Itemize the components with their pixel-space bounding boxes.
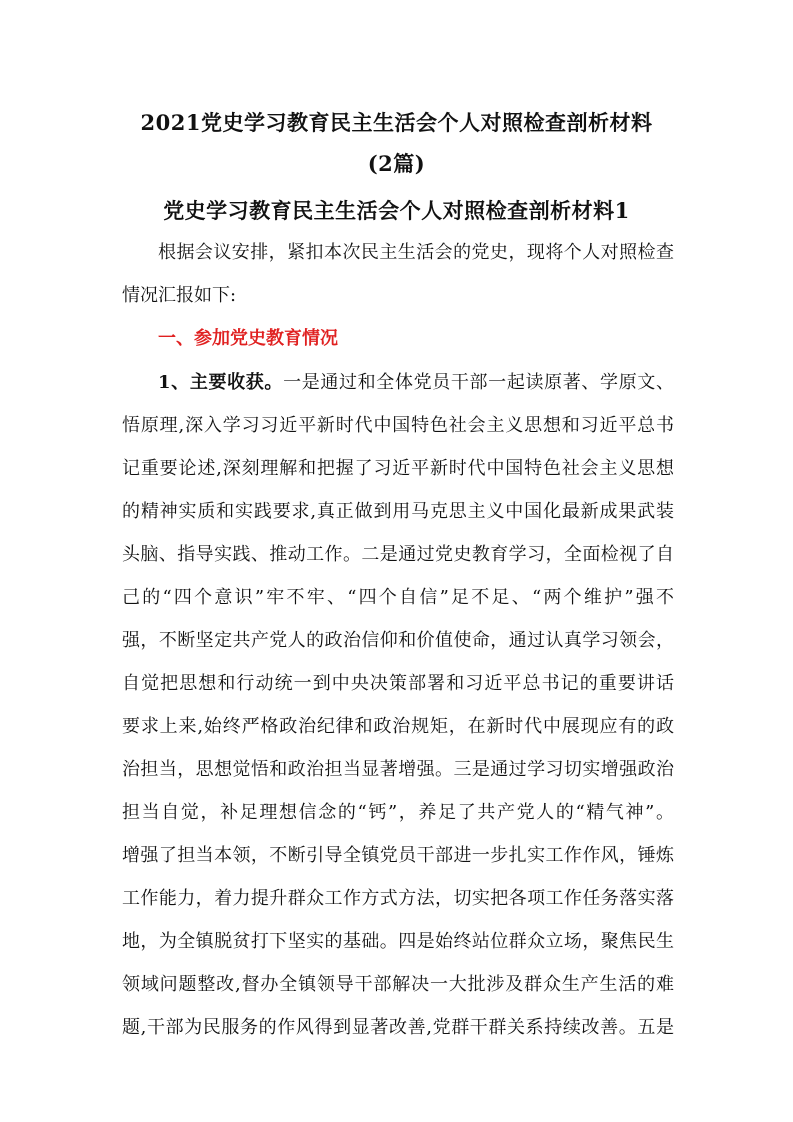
body-line: 领域问题整改,督办全镇领导干部解决一大批涉及群众生产生活的难 bbox=[122, 974, 674, 995]
body-line: 头脑、指导实践、推动工作。二是通过党史教育学习，全面检视了自 bbox=[122, 544, 674, 565]
intro-line: 情况汇报如下: bbox=[122, 285, 237, 306]
point-1-first-line bbox=[158, 371, 674, 395]
body-line: 的精神实质和实践要求,真正做到用马克思主义中国化最新成果武装 bbox=[122, 501, 674, 522]
body-line: 增强了担当本领，不断引导全镇党员干部进一步扎实工作作风，锤炼 bbox=[122, 845, 674, 866]
body-line: 题,干部为民服务的作风得到显著改善,党群干群关系持续改善。五是 bbox=[122, 1017, 674, 1038]
body-line: 地，为全镇脱贫打下坚实的基础。四是始终站位群众立场，聚焦民生 bbox=[122, 931, 674, 952]
section-heading: 一、参加党史教育情况 bbox=[158, 328, 338, 349]
body-line: 己的“四个意识”牢不牢、“四个自信”足不足、“两个维护”强不 bbox=[122, 587, 674, 608]
document-title: 2021党史学习教育民主生活会个人对照检查剖析材料 bbox=[140, 110, 653, 135]
document-title-count: (2篇) bbox=[367, 151, 426, 176]
intro-line: 根据会议安排，紧扣本次民主生活会的党史，现将个人对照检查 bbox=[158, 242, 674, 263]
body-line: 治担当，思想觉悟和政治担当显著增强。三是通过学习切实增强政治 bbox=[122, 759, 674, 780]
body-line: 担当自觉，补足理想信念的“钙”，养足了共产党人的“精气神”。 bbox=[122, 802, 674, 823]
article-subtitle: 党史学习教育民主生活会个人对照检查剖析材料1 bbox=[163, 198, 630, 223]
point-1-text: 一是通过和全体党员干部一起读原著、学原文、 bbox=[283, 372, 674, 393]
body-line: 强，不断坚定共产党人的政治信仰和价值使命，通过认真学习领会， bbox=[122, 630, 674, 651]
body-line: 要求上来,始终严格政治纪律和政治规矩，在新时代中展现应有的政 bbox=[122, 716, 674, 737]
body-line: 记重要论述,深刻理解和把握了习近平新时代中国特色社会主义思想 bbox=[122, 458, 674, 479]
body-line: 自觉把思想和行动统一到中央决策部署和习近平总书记的重要讲话 bbox=[122, 673, 674, 694]
point-1-lead: 1、主要收获。 bbox=[158, 372, 284, 393]
body-line: 工作能力，着力提升群众工作方式方法，切实把各项工作任务落实落 bbox=[122, 888, 674, 909]
body-line: 悟原理,深入学习习近平新时代中国特色社会主义思想和习近平总书 bbox=[122, 415, 674, 436]
